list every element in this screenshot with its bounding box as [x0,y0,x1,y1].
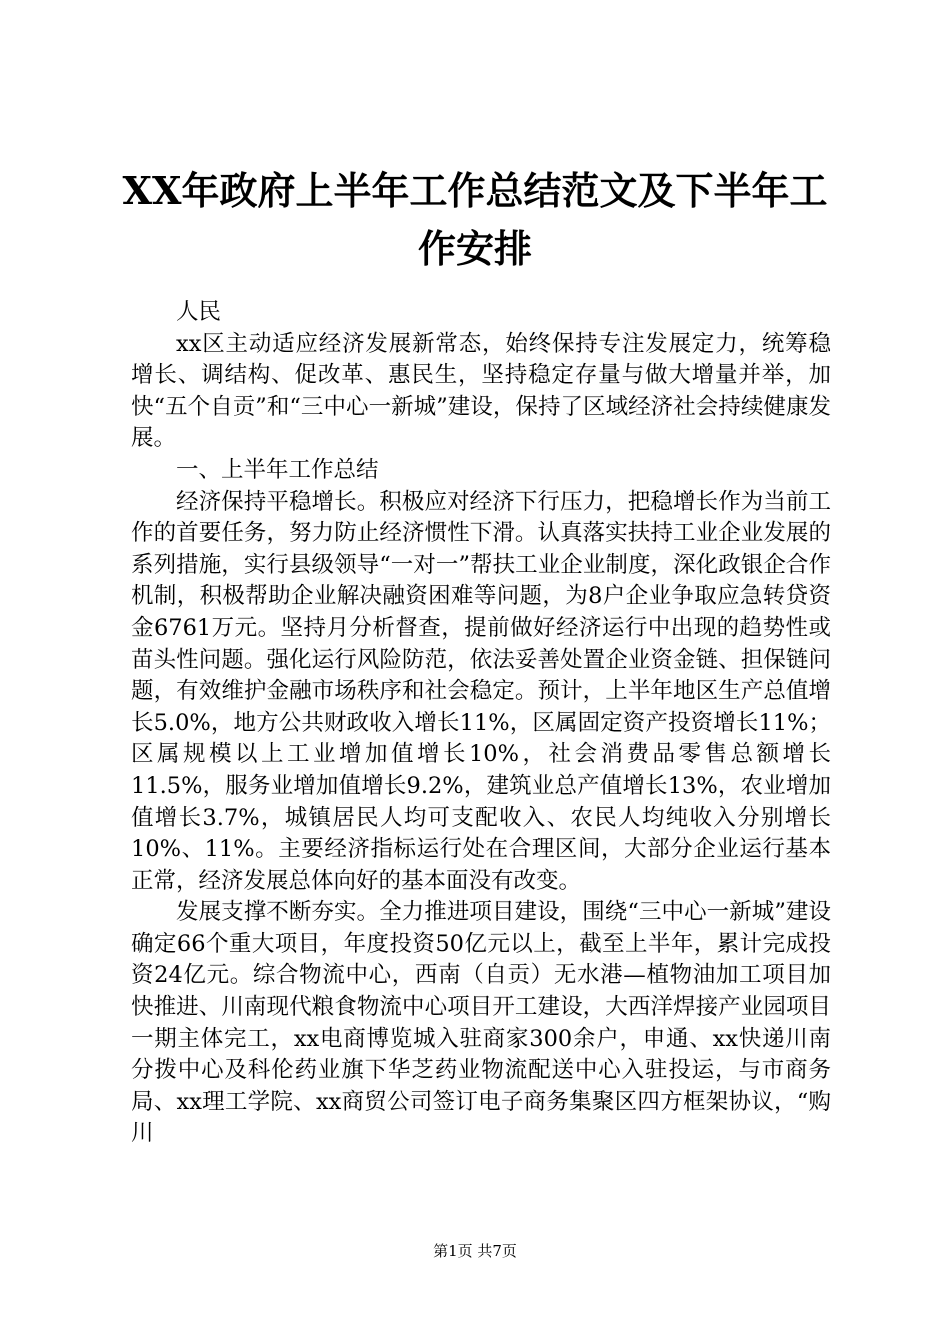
document-body [131,297,831,1150]
paragraph-economy: 经济保持平稳增长。积极应对经济下行压力，把稳增长作为当前工作的首要任务，努力防止经济惯性下滑。认真落实扶持工业企业发展的系列措施，实行县级领导“一对一”帮扶工业企业制度，深化政银企合作机制，积极帮助企业解决融资困难等问题，为8户企业争取应急转贷资金6761万元。坚持月分析督查，提前做好经济运行中出现的趋势性或苗头性问题。强化运行风险防范，依法妥善处置企业资金链、担保链问题，有效维护金融市场秩序和社会稳定。预计，上半年地区生产总值增长5.0%，地方公共财政收入增长11%，区属固定资产投资增长11%；区属规模以上工业增加值增长10%，社会消费品零售总额增长11.5%，服务业增加值增长9.2%，建筑业总产值增长13%，农业增加值增长3.7%，城镇居民人均可支配收入、农民人均纯收入分别增长10%、11%。主要经济指标运行处在合理区间，大部分企业运行基本正常，经济发展总体向好的基本面没有改变。 [131,488,831,894]
section-heading: 一、上半年工作总结 [176,456,379,483]
page-footer: 第1页 共7页 [433,1242,517,1260]
paragraph-intro: xx区主动适应经济发展新常态，始终保持专注发展定力，统筹稳增长、调结构、促改革、惠民生，坚持稳定存量与做大增量并举，加快“五个自贡”和“三中心一新城”建设，保持了区域经济社会持续健康发展。 [131,330,831,452]
document-title: XX年政府上半年工作总结范文及下半年工作安排 [122,168,828,271]
paragraph-author: 人民 [176,299,222,325]
paragraph-development: 发展支撑不断夯实。全力推进项目建设，围绕“三中心一新城”建设确定66个重大项目，年度投资50亿元以上，截至上半年，累计完成投资24亿元。综合物流中心，西南（自贡）无水港—植物油加工项目加快推进、川南现代粮食物流中心项目开工建设，大西洋焊接产业园项目一期主体完工，xx电商博览城入驻商家300余户，申通、xx快递川南分拨中心及科伦药业旗下华芝药业物流配送中心入驻投运，与市商务局、xx理工学院、xx商贸公司签订电子商务集聚区四方框架协议，“购川 [131,899,831,1147]
